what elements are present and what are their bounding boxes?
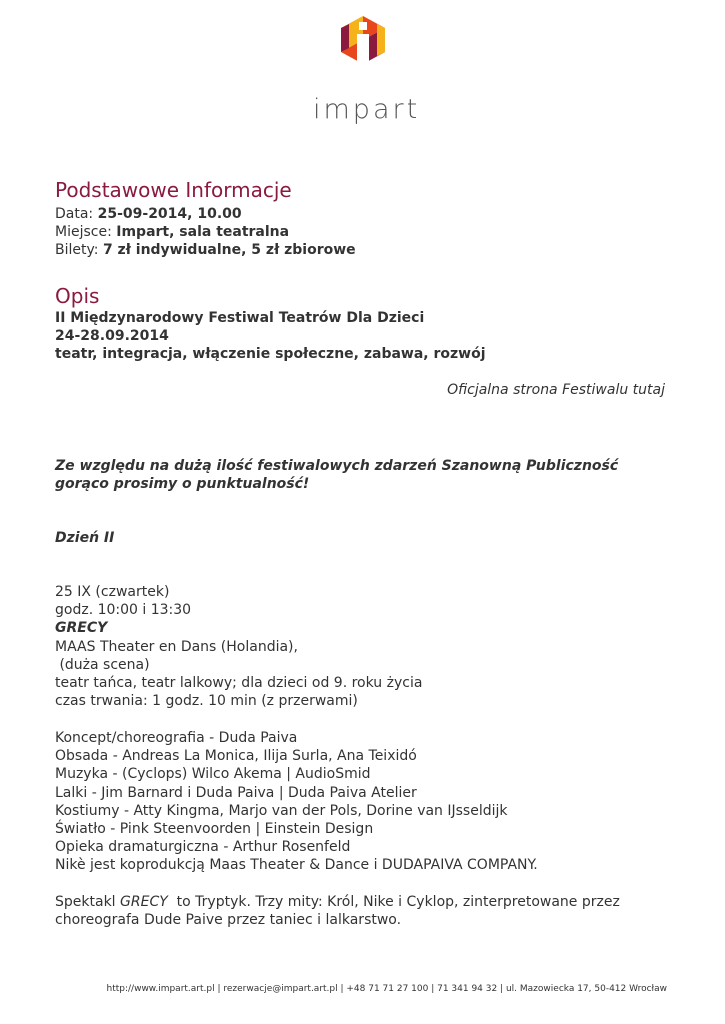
summary-line-2: choreografa Dude Paive przez taniec i lalkarstwo. xyxy=(55,912,402,929)
day-heading: Dzień II xyxy=(55,530,115,546)
tickets-value: 7 zł indywidualne, 5 zł zbiorowe xyxy=(102,242,356,258)
opis-title: Opis xyxy=(55,284,100,308)
tickets-line xyxy=(55,241,356,259)
credit-item: Koncept/choreografia - Duda Paiva xyxy=(55,730,298,746)
place-line xyxy=(55,223,289,241)
event-details xyxy=(55,583,422,710)
footer-contact: http://www.impart.art.pl | rezerwacje@impart.art.pl | +48 71 71 27 100 | 71 341 94 32 | ul. Mazowiecka 17, 50-412 Wrocław xyxy=(106,984,667,994)
event-date: 25 IX (czwartek) xyxy=(55,584,170,600)
festival-tags: teatr, integracja, włączenie społeczne, zabawa, rozwój xyxy=(55,346,486,362)
festival-name: II Międzynarodowy Festiwal Teatrów Dla Dzieci xyxy=(55,310,425,326)
logo-text: impart xyxy=(313,94,421,125)
tickets-label: Bilety: xyxy=(55,242,99,258)
credit-item: Opieka dramaturgiczna - Arthur Rosenfeld xyxy=(55,839,351,856)
event-time: godz. 10:00 i 13:30 xyxy=(55,602,192,619)
credits-list xyxy=(55,729,538,875)
impart-logo-icon xyxy=(333,14,393,76)
notice-line-2: gorąco prosimy o punktualność! xyxy=(55,476,310,492)
credit-item: Światło - Pink Steenvoorden | Einstein Design xyxy=(55,821,374,838)
credit-item: Lalki - Jim Barnard i Duda Paiva | Duda Paiva Atelier xyxy=(55,784,417,801)
credit-item: Nikè jest koprodukcją Maas Theater & Dance i DUDAPAIVA COMPANY. xyxy=(55,857,538,874)
basic-info-title: Podstawowe Informacje xyxy=(55,178,292,202)
summary-line-1 xyxy=(55,893,620,911)
event-genre: teatr tańca, teatr lalkowy; dla dzieci od 9. roku życia xyxy=(55,675,423,692)
official-site-link[interactable]: Oficjalna strona Festiwalu tutaj xyxy=(447,382,665,398)
credit-item: Kostiumy - Atty Kingma, Marjo van der Pols, Dorine van IJsseldijk xyxy=(55,802,508,819)
event-title: GRECY xyxy=(55,620,108,637)
impart-logo xyxy=(313,14,421,125)
event-company: MAAS Theater en Dans (Holandia), xyxy=(55,638,298,655)
credit-item: Obsada - Andreas La Monica, Ilija Surla, Ana Teixidó xyxy=(55,748,417,765)
summary-title: GRECY xyxy=(120,894,168,910)
date-label: Data: xyxy=(55,206,94,222)
date-line xyxy=(55,205,242,223)
notice-line-1: Ze względu na dużą ilość festiwalowych zdarzeń Szanowną Publiczność xyxy=(55,458,619,474)
date-value: 25-09-2014, 10.00 xyxy=(97,206,242,222)
place-value: Impart, sala teatralna xyxy=(116,224,290,240)
event-duration: czas trwania: 1 godz. 10 min (z przerwami) xyxy=(55,693,358,710)
festival-dates: 24-28.09.2014 xyxy=(55,328,169,344)
summary-post: to Tryptyk. Trzy mity: Król, Nike i Cyklop, zinterpretowane przez xyxy=(167,894,620,910)
place-label: Miejsce: xyxy=(55,224,112,240)
event-stage: (duża scena) xyxy=(55,656,150,673)
credit-item: Muzyka - (Cyclops) Wilco Akema | AudioSmid xyxy=(55,766,371,783)
summary-pre: Spektakl xyxy=(55,894,121,910)
summary xyxy=(55,893,620,929)
